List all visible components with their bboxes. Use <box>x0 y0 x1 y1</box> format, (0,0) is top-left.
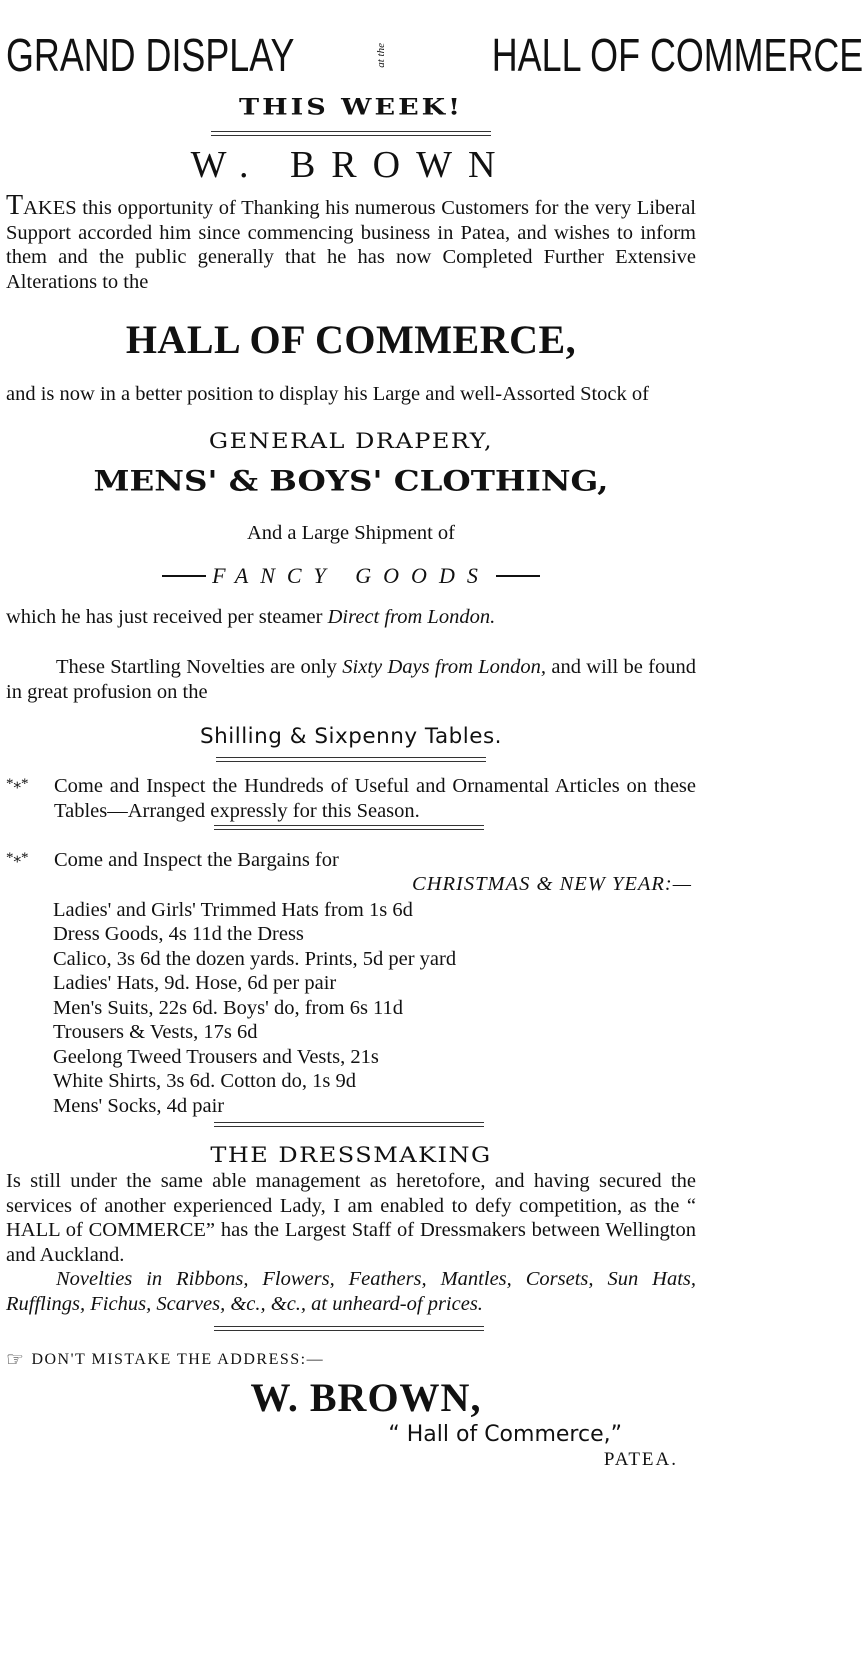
asterism-icon: *⁎* <box>6 850 29 866</box>
fancy-goods: FANCY GOODS <box>212 562 490 588</box>
steamer-text: which he has just received per steamer <box>6 605 323 628</box>
novelties-paragraph <box>6 655 696 704</box>
asterism-icon: *⁎* <box>6 776 29 792</box>
dash-right <box>496 575 540 577</box>
bargain-item: Men's Suits, 22s 6d. Boys' do, from 6s 11d <box>53 996 404 1019</box>
clothing-heading: MENS' & BOYS' CLOTHING, <box>93 463 609 497</box>
bargain-item: Geelong Tweed Trousers and Vests, 21s <box>53 1045 379 1068</box>
divider <box>211 131 491 136</box>
this-week: THIS WEEK! <box>239 94 463 121</box>
shipment-line: And a Large Shipment of <box>247 521 455 544</box>
divider <box>214 1122 484 1127</box>
signature-name: W. BROWN, <box>250 1375 482 1420</box>
novelties-text1: These Startling Novelties are only <box>56 656 337 678</box>
bargain-item: Ladies' Hats, 9d. Hose, 6d per pair <box>53 972 337 994</box>
novelties-text2: and will be found in great profusion on the <box>6 656 697 703</box>
bargain-list <box>53 898 696 1119</box>
divider <box>216 757 486 762</box>
divider <box>214 1326 484 1331</box>
fancy-goods-line <box>6 563 696 589</box>
divider <box>214 825 484 830</box>
steamer-paragraph <box>6 605 696 630</box>
drop-cap: T <box>6 190 24 221</box>
ribbons-paragraph: Novelties in Ribbons, Flowers, Feathers, Mantles, Corsets, Sun Hats, Rufflings, Fichus, Scarves, &c., &c., at unheard-of prices. <box>6 1268 696 1315</box>
novelties-italic: Sixty Days from London, <box>342 656 546 678</box>
bargain-item: Mens' Socks, 4d pair <box>53 1094 225 1117</box>
headline-right: HALL OF COMMERCE <box>491 29 863 81</box>
bargain-item: Dress Goods, 4s 11d the Dress <box>53 923 304 945</box>
bargain-item: Calico, 3s 6d the dozen yards. Prints, 5d per yard <box>53 947 457 970</box>
at-the-label: at the <box>374 42 387 68</box>
bargain-item: White Shirts, 3s 6d. Cotton do, 1s 9d <box>53 1070 356 1092</box>
inspect-1 <box>6 774 696 823</box>
stock-paragraph: and is now in a better position to display his Large and well-Assorted Stock of <box>6 383 649 405</box>
dressmaking-paragraph: Is still under the same able management as heretofore, and having secured the services of another experienced Lady, I am enabled to defy competition, as the “ HALL of COMMERCE” has the Largest Staff of Dressmakers between Wellington and Auckland. <box>6 1170 696 1266</box>
headline-left: GRAND DISPLAY <box>6 29 295 81</box>
proprietor-name: W. BROWN <box>190 144 512 186</box>
intro-text: AKES this opportunity of Thanking his numerous Customers for the very Liberal Support accorded him since commencing business in Patea, and wishes to inform them and the public generally that he has now Completed Further Extensive Alterations to the <box>6 197 696 293</box>
inspect-2-text: Come and Inspect the Bargains for <box>54 849 339 871</box>
inspect-1-text: Come and Inspect the Hundreds of Useful and Ornamental Articles on these Tables—Arranged expressly for this Season. <box>54 775 696 822</box>
headline-row <box>6 0 863 84</box>
general-drapery: GENERAL DRAPERY, <box>208 427 494 454</box>
tables-title: Shilling & Sixpenny Tables. <box>199 724 503 749</box>
signature-hall: “ Hall of Commerce,” <box>388 1422 622 1447</box>
inspect-2 <box>6 848 696 873</box>
address-line <box>6 1347 696 1372</box>
address-label: DON'T MISTAKE THE ADDRESS:— <box>31 1350 325 1368</box>
pointing-hand-icon: ☞ <box>6 1349 26 1371</box>
dressmaking-title: THE DRESSMAKING <box>210 1142 492 1168</box>
christmas-line: CHRISTMAS & NEW YEAR:— <box>412 872 692 895</box>
steamer-italic: Direct from London. <box>327 605 496 628</box>
bargain-item: Trousers & Vests, 17s 6d <box>53 1021 258 1043</box>
bargain-item: Ladies' and Girls' Trimmed Hats from 1s 6d <box>53 898 413 921</box>
dash-left <box>162 575 206 577</box>
intro-paragraph <box>6 190 696 294</box>
signature-town: PATEA. <box>603 1449 678 1470</box>
hall-title: HALL OF COMMERCE, <box>125 317 577 362</box>
